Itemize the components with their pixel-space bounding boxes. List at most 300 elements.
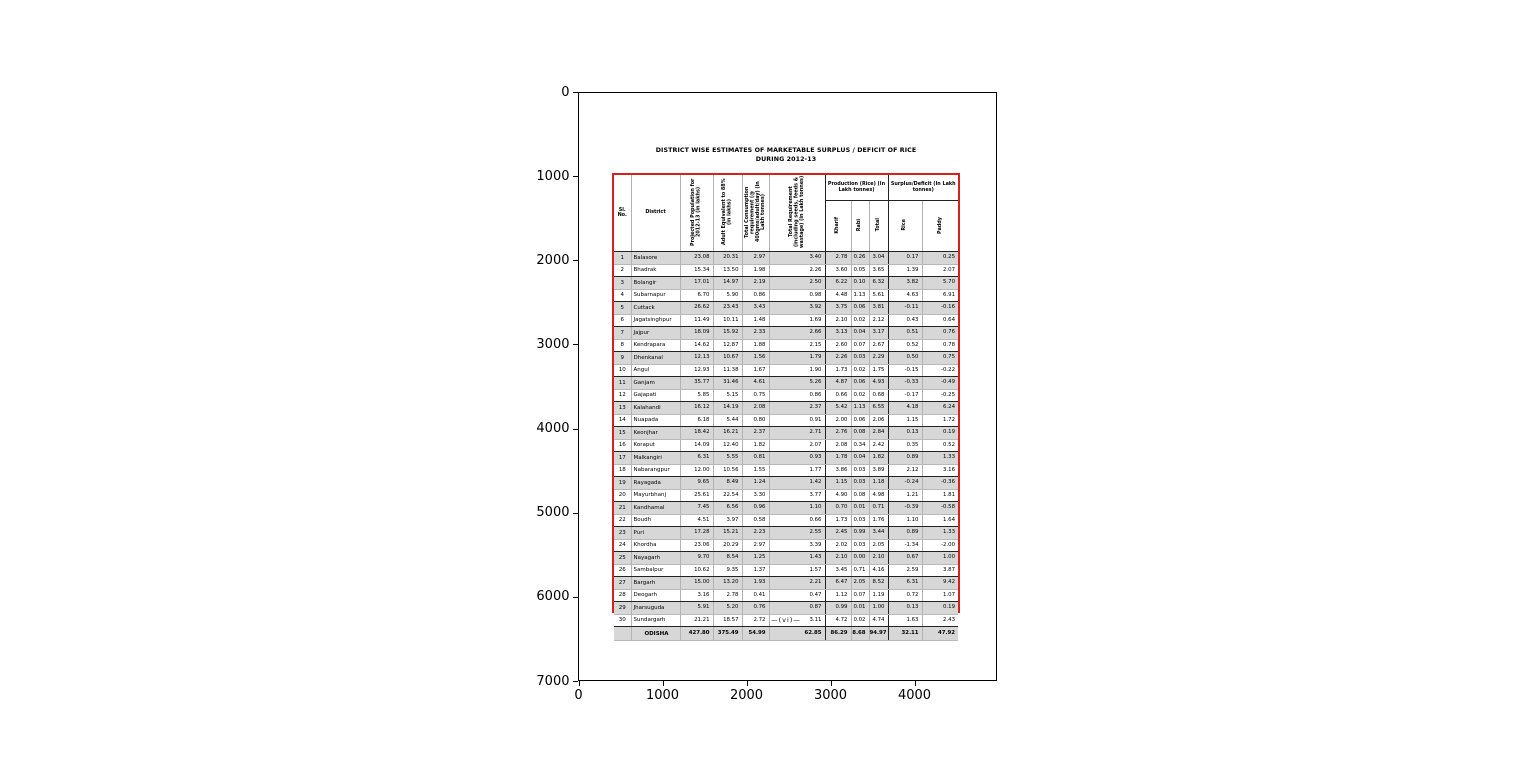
table-cell: Deogarh [631,589,680,602]
table-cell: 1.15 [888,414,922,427]
table-cell: 3.60 [825,264,851,277]
table-cell: 2.76 [825,427,851,440]
table-cell: 14.97 [713,277,742,290]
table-cell: 5 [614,302,631,315]
table-row [614,564,958,577]
table-title-line2: DURING 2012-13 [755,156,817,164]
col-header-rabi [851,201,869,252]
table-cell: 15 [614,427,631,440]
table-cell: 18 [614,464,631,477]
table-cell: 6.22 [825,277,851,290]
table-row [614,527,958,540]
table-cell: 0.07 [851,339,869,352]
table-cell: 13.50 [713,264,742,277]
table-cell: 1.00 [922,552,958,565]
table-cell: 3.65 [869,264,888,277]
table-cell: 3.17 [869,327,888,340]
table-row [614,577,958,590]
table-cell: 6.47 [825,577,851,590]
table-cell: Jharsuguda [631,602,680,615]
table-cell: 5.90 [713,289,742,302]
table-cell: 0.64 [922,314,958,327]
table-cell: 3.75 [825,302,851,315]
table-cell: 0.03 [851,352,869,365]
table-cell: 6.18 [680,414,713,427]
table-cell: 0.70 [825,502,851,515]
table-cell: 0.80 [742,414,769,427]
table-cell: 47.92 [922,627,958,641]
table-cell: 2.78 [825,252,851,265]
table-cell: 2.10 [869,552,888,565]
table-cell: 32.11 [888,627,922,641]
y-tick-label: 0 [561,84,570,100]
table-cell: 2.55 [769,527,825,540]
table-cell: -0.17 [888,389,922,402]
y-tick-mark [573,681,578,682]
table-cell: -0.11 [888,302,922,315]
table-cell: 12.40 [713,439,742,452]
table-cell: 0.71 [869,502,888,515]
table-row [614,489,958,502]
table-cell: 1.72 [922,414,958,427]
table-cell: 1.15 [825,477,851,490]
table-cell: Angul [631,364,680,377]
table-cell: 10.62 [680,564,713,577]
table-cell: 1.12 [825,589,851,602]
table-cell: 1.37 [742,564,769,577]
table-cell: 8.68 [851,627,869,641]
table-total-row [614,627,958,641]
table-cell: 2.37 [769,402,825,415]
table-cell: 2.29 [869,352,888,365]
table-cell: 2.06 [869,414,888,427]
table-cell: 1.33 [922,527,958,540]
table-cell: 0.06 [851,302,869,315]
table-cell: 1.43 [769,552,825,565]
table-cell: 0.06 [851,414,869,427]
table-cell: 0.50 [888,352,922,365]
table-cell: 0.71 [851,564,869,577]
table-cell: Malkangiri [631,452,680,465]
table-cell: 2.97 [742,252,769,265]
table-cell: 0.98 [769,289,825,302]
table-cell: 3 [614,277,631,290]
table-cell: 11.38 [713,364,742,377]
table-cell: 5.26 [769,377,825,390]
table-row [614,302,958,315]
table-cell: 3.43 [742,302,769,315]
table-cell: 9.70 [680,552,713,565]
table-cell: 20.29 [713,539,742,552]
table-cell: 1.98 [742,264,769,277]
table-cell: 8.54 [713,552,742,565]
table-cell: 4.51 [680,514,713,527]
table-title-line1: DISTRICT WISE ESTIMATES OF MARKETABLE SURPLUS / DEFICIT OF RICE [655,147,917,154]
col-header-total-requirement [769,175,825,252]
table-cell: 1.55 [742,464,769,477]
table-cell: 0.01 [851,602,869,615]
table-cell: 0.34 [851,439,869,452]
table-cell: 2.08 [825,439,851,452]
table-cell: 1.25 [742,552,769,565]
table-cell: 13.20 [713,577,742,590]
table-cell: 0.99 [825,602,851,615]
table-cell: Bolangir [631,277,680,290]
table-cell: 2.21 [769,577,825,590]
y-tick-label: 7000 [536,673,570,689]
table-cell: 0.66 [769,514,825,527]
table-cell: 5.20 [713,602,742,615]
table-cell: 1.56 [742,352,769,365]
table-cell: 4.74 [869,614,888,627]
table-cell: 5.44 [713,414,742,427]
table-cell: 5.91 [680,602,713,615]
col-group-surplus-deficit: Surplus/Deficit (In Lakh tonnes) [888,175,958,201]
table-cell: 6.55 [869,402,888,415]
col-header-paddy [922,201,958,252]
table-cell: 2.72 [742,614,769,627]
table-cell: 0.75 [742,389,769,402]
table-cell: 3.82 [888,277,922,290]
table-cell: -0.58 [922,502,958,515]
table-row [614,327,958,340]
table-cell: 2.45 [825,527,851,540]
table-cell: -1.34 [888,539,922,552]
table-cell: 26.62 [680,302,713,315]
table-cell: 10 [614,364,631,377]
table-cell: 2.19 [742,277,769,290]
x-tick-mark [747,681,748,686]
table-cell: 2.05 [851,577,869,590]
table-cell: 1.10 [888,514,922,527]
col-header-rabi-label: Rabi [856,219,863,232]
table-cell: 0.19 [922,602,958,615]
table-cell: 28 [614,589,631,602]
table-cell: 4.98 [869,489,888,502]
table-row [614,477,958,490]
table-cell: 12.13 [680,352,713,365]
table-cell: 8 [614,339,631,352]
table-cell: 20.31 [713,252,742,265]
table-cell: 1.39 [888,264,922,277]
table-cell: 1.73 [825,364,851,377]
table-row [614,264,958,277]
scanned-table-image [612,146,960,637]
table-cell: 15.00 [680,577,713,590]
table-cell: 2.42 [869,439,888,452]
table-cell: 6.24 [922,402,958,415]
table-cell: 1.69 [769,314,825,327]
table-cell: 0.06 [851,377,869,390]
table-cell: Boudh [631,514,680,527]
table-row [614,289,958,302]
table-cell: 0.13 [888,427,922,440]
table-cell: 3.44 [869,527,888,540]
table-cell: 8.49 [713,477,742,490]
col-group-production: Production (Rice) (In Lakh tonnes) [825,175,888,201]
table-row [614,589,958,602]
table-cell: -0.33 [888,377,922,390]
table-row [614,389,958,402]
table-row [614,352,958,365]
table-cell: 2.97 [742,539,769,552]
table-row [614,539,958,552]
table-cell: 3.39 [769,539,825,552]
rice-surplus-table [614,175,958,642]
table-cell: 0.25 [922,252,958,265]
table-cell: 23.06 [680,539,713,552]
col-header-total-consumption-label: Total Consumption requirement (@ 400gms/adult/day) (in Lakh tonnes) [743,181,766,243]
col-header-total-consumption [742,175,769,252]
table-cell: 0.35 [888,439,922,452]
table-cell: 0.03 [851,477,869,490]
y-tick-label: 6000 [536,589,570,605]
table-cell: 20 [614,489,631,502]
table-cell: 0.07 [851,589,869,602]
table-cell: 25 [614,552,631,565]
table-cell: 5.61 [869,289,888,302]
y-tick-label: 5000 [536,505,570,521]
table-header [614,175,958,252]
table-cell: 1.88 [742,339,769,352]
table-cell: -0.25 [922,389,958,402]
table-cell: 1.90 [769,364,825,377]
table-cell: 6.31 [680,452,713,465]
table-cell: Nuapada [631,414,680,427]
table-cell: 54.99 [742,627,769,641]
col-header-total [869,201,888,252]
y-tick-mark [573,513,578,514]
table-cell: 3.45 [825,564,851,577]
table-cell: 3.81 [869,302,888,315]
table-cell: Mayurbhanj [631,489,680,502]
table-cell: 21.21 [680,614,713,627]
table-cell: 9.42 [922,577,958,590]
x-tick-label: 1000 [645,688,680,703]
table-cell: 12.93 [680,364,713,377]
table-cell: 2.71 [769,427,825,440]
table-cell: 0.02 [851,364,869,377]
table-cell: 0.03 [851,539,869,552]
table-cell: 5.55 [713,452,742,465]
col-header-total-requirement-label: Total Requirement (including seeds, feeds & wastage) (in Lakh tonnes) [787,175,805,248]
y-tick-mark [573,260,578,261]
table-cell: 4 [614,289,631,302]
table-cell: 4.93 [869,377,888,390]
table-cell: 0.76 [742,602,769,615]
table-cell: 0.08 [851,427,869,440]
y-tick-mark [573,176,578,177]
table-cell: Khordha [631,539,680,552]
x-tick-label: 2000 [729,688,764,703]
table-cell: 2.43 [922,614,958,627]
table-cell: 2.26 [769,264,825,277]
table-cell: 4.90 [825,489,851,502]
table-cell: 23 [614,527,631,540]
table-cell: Sambalpur [631,564,680,577]
table-cell: 0.75 [922,352,958,365]
table-cell: ODISHA [631,627,680,641]
table-cell: 18.09 [680,327,713,340]
table-cell: Puri [631,527,680,540]
table-cell: 6.32 [869,277,888,290]
table-cell: 10.11 [713,314,742,327]
table-cell: Sundargarh [631,614,680,627]
table-row [614,514,958,527]
table-cell: 14.19 [713,402,742,415]
table-cell: 0.00 [851,552,869,565]
table-row [614,377,958,390]
table-cell: 2.12 [888,464,922,477]
table-cell: 22.54 [713,489,742,502]
table-cell: 6 [614,314,631,327]
table-cell: 0.10 [851,277,869,290]
table-cell: 3.92 [769,302,825,315]
table-cell: 14.09 [680,439,713,452]
table-cell: Ganjam [631,377,680,390]
table-cell [614,627,631,641]
table-cell: 5.85 [680,389,713,402]
x-tick-label: 4000 [897,688,932,703]
table-row [614,252,958,265]
table-cell: 2.10 [825,314,851,327]
table-cell: 1.13 [851,402,869,415]
table-cell: 17.28 [680,527,713,540]
table-cell: 7 [614,327,631,340]
table-row [614,602,958,615]
table-cell: Koraput [631,439,680,452]
table-cell: 2.12 [869,314,888,327]
table-cell: -0.24 [888,477,922,490]
table-cell: 24 [614,539,631,552]
table-cell: 0.76 [922,327,958,340]
table-row [614,439,958,452]
table-cell: 0.01 [851,502,869,515]
table-cell: 5.70 [922,277,958,290]
table-cell: 9.35 [713,564,742,577]
col-header-district: District [631,175,680,252]
table-cell: 25.61 [680,489,713,502]
table-cell: -0.15 [888,364,922,377]
table-cell: 0.08 [851,489,869,502]
table-cell: 1.00 [869,602,888,615]
table-cell: 1.13 [851,289,869,302]
table-cell: 0.68 [869,389,888,402]
table-cell: 0.51 [888,327,922,340]
table-cell: 26 [614,564,631,577]
table-cell: 15.34 [680,264,713,277]
table-cell: 31.46 [713,377,742,390]
table-cell: 0.17 [888,252,922,265]
table-cell: 5.15 [713,389,742,402]
table-cell: 2 [614,264,631,277]
table-cell: 8.52 [869,577,888,590]
y-tick-mark [573,92,578,93]
table-cell: 15.21 [713,527,742,540]
table-cell: 1.57 [769,564,825,577]
table-cell: 0.86 [769,389,825,402]
table-cell: 0.78 [922,339,958,352]
table-cell: 0.43 [888,314,922,327]
table-cell: Dhenkanal [631,352,680,365]
table-cell: 3.89 [869,464,888,477]
table-cell: 17 [614,452,631,465]
table-cell: 3.13 [825,327,851,340]
table-cell: -2.00 [922,539,958,552]
table-cell: Kendrapara [631,339,680,352]
table-cell: 29 [614,602,631,615]
table-cell: Rayagada [631,477,680,490]
table-cell: 12.00 [680,464,713,477]
table-cell: 0.02 [851,314,869,327]
col-header-total-label: Total [874,218,881,232]
table-cell: 0.47 [769,589,825,602]
y-tick-label: 1000 [536,168,570,184]
table-cell: 6.31 [888,577,922,590]
table-cell: 13 [614,402,631,415]
table-cell: 22 [614,514,631,527]
table-cell: 3.16 [680,589,713,602]
table-cell: 27 [614,577,631,590]
y-tick-mark [573,597,578,598]
table-cell: 0.89 [888,452,922,465]
table-cell: 1.78 [825,452,851,465]
table-cell: 3.11 [769,614,825,627]
page-number-mark: —(vi)— [771,615,801,624]
table-cell: 4.16 [869,564,888,577]
table-cell: 4.63 [888,289,922,302]
table-row [614,402,958,415]
table-cell: 0.04 [851,452,869,465]
table-cell: 7.45 [680,502,713,515]
table-cell: 86.29 [825,627,851,641]
col-header-kharif [825,201,851,252]
table-cell: 0.02 [851,389,869,402]
table-cell: 0.86 [742,289,769,302]
table-body [614,252,958,641]
table-cell: 6.91 [922,289,958,302]
table-cell: 4.61 [742,377,769,390]
table-cell: 1.93 [742,577,769,590]
table-cell: 3.86 [825,464,851,477]
table-cell: 0.03 [851,514,869,527]
table-cell: 3.04 [869,252,888,265]
table-cell: 17.01 [680,277,713,290]
table-cell: 16.21 [713,427,742,440]
table-row [614,464,958,477]
table-cell: 2.84 [869,427,888,440]
table-cell: 0.91 [769,414,825,427]
table-cell: 0.67 [888,552,922,565]
table-cell: 3.97 [713,514,742,527]
table-cell: Subarnapur [631,289,680,302]
table-cell: 0.81 [742,452,769,465]
x-tick-mark [915,681,916,686]
table-cell: 1.42 [769,477,825,490]
table-cell: 0.52 [922,439,958,452]
table-cell: 2.59 [888,564,922,577]
table-cell: 9 [614,352,631,365]
table-cell: Gajapati [631,389,680,402]
table-cell: 16 [614,439,631,452]
table-cell: 0.72 [888,589,922,602]
table-cell: 4.48 [825,289,851,302]
table-cell: 1.48 [742,314,769,327]
table-cell: 2.02 [825,539,851,552]
table-cell: 1.18 [869,477,888,490]
table-cell: 2.67 [869,339,888,352]
table-cell: 94.97 [869,627,888,641]
